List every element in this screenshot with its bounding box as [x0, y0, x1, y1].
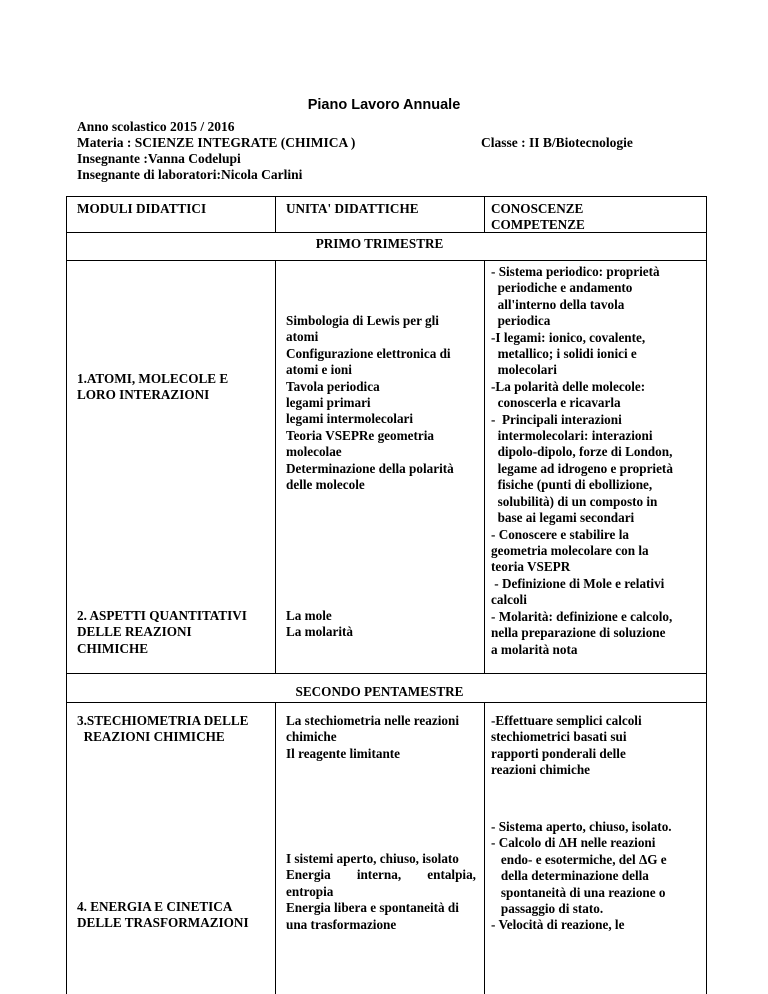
table-row-4-modulo: 4. ENERGIA E CINETICA DELLE TRASFORMAZIONI	[77, 899, 249, 931]
table-row-2-unita: La mole La molarità	[286, 608, 354, 640]
school-year: Anno scolastico 2015 / 2016	[77, 119, 235, 134]
table-border	[66, 232, 706, 233]
column-header-moduli: MODULI DIDATTICI	[77, 201, 207, 216]
table-border	[484, 196, 485, 232]
unita-word: entalpia,	[427, 867, 476, 883]
table-row-1-modulo: 1.ATOMI, MOLECOLE E LORO INTERAZIONI	[77, 371, 229, 403]
document-title: Piano Lavoro Annuale	[307, 97, 461, 113]
table-border	[275, 196, 276, 232]
table-border	[484, 702, 485, 994]
table-row-3-unita: La stechiometria nelle reazioni chimiche Il reagente limitante	[286, 713, 459, 761]
subject: Materia : SCIENZE INTEGRATE (CHIMICA )	[77, 135, 356, 150]
column-header-conoscenze: CONOSCENZE COMPETENZE	[491, 201, 585, 233]
table-border-top	[66, 196, 706, 197]
column-header-unita: UNITA' DIDATTICHE	[286, 201, 419, 216]
table-border	[275, 702, 276, 994]
lab-teacher: Insegnante di laboratori:Nicola Carlini	[77, 167, 303, 182]
table-row-4-unita	[286, 851, 476, 933]
table-border	[275, 260, 276, 673]
table-border	[66, 260, 706, 261]
class-label: Classe : II B/Biotecnologie	[481, 135, 633, 150]
section-primo-trimestre: PRIMO TRIMESTRE	[315, 236, 444, 251]
table-row-3-conoscenze: -Effettuare semplici calcoli stechiometrici basati sui rapporti ponderali delle reazioni chimiche	[491, 713, 642, 778]
table-border-left	[66, 196, 67, 994]
unita-line: I sistemi aperto, chiuso, isolato	[286, 851, 459, 866]
table-border	[66, 673, 706, 674]
table-border	[66, 702, 706, 703]
unita-word: Energia	[286, 867, 331, 883]
table-row-3-modulo: 3.STECHIOMETRIA DELLE REAZIONI CHIMICHE	[77, 713, 249, 745]
table-border	[484, 260, 485, 673]
table-border-right	[706, 196, 707, 994]
unita-lines: entropia Energia libera e spontaneità di una trasformazione	[286, 883, 459, 932]
table-row-4-conoscenze: - Sistema aperto, chiuso, isolato. - Calcolo di ΔH nelle reazioni endo- e esotermiche, del ΔG e della determinazione della spontaneità di una reazione o passaggio di stato. - Velocità di reazione, le	[491, 819, 672, 933]
table-row-1-conoscenze: - Sistema periodico: proprietà periodiche e andamento all'interno della tavola periodica -I legami: ionico, covalente, metallico; i solidi ionici e molecolari -La polarità delle molecole: conoscerla e ricavarla - Principali interazioni intermolecolari: interazioni dipolo-dipolo, forze di London, legame ad idrogeno e proprietà fisiche (punti di ebollizione, solubilità) di un composto in base ai legami secondari - Conoscere e stabilire la geometria molecolare con la teoria VSEPR	[491, 264, 673, 575]
unita-word: interna,	[356, 867, 402, 883]
table-row-2-conoscenze: - Definizione di Mole e relativi calcoli - Molarità: definizione e calcolo, nella preparazione di soluzione a molarità nota	[491, 576, 673, 657]
table-row-1-unita: Simbologia di Lewis per gli atomi Configurazione elettronica di atomi e ioni Tavola periodica legami primari legami intermolecolari Teoria VSEPRe geometria molecolae Determinazione della polarità delle molecole	[286, 313, 454, 493]
teacher: Insegnante :Vanna Codelupi	[77, 151, 241, 166]
table-row-2-modulo: 2. ASPETTI QUANTITATIVI DELLE REAZIONI CHIMICHE	[77, 608, 247, 656]
unita-line-justified	[286, 867, 476, 883]
section-secondo-pentamestre: SECONDO PENTAMESTRE	[295, 684, 464, 699]
